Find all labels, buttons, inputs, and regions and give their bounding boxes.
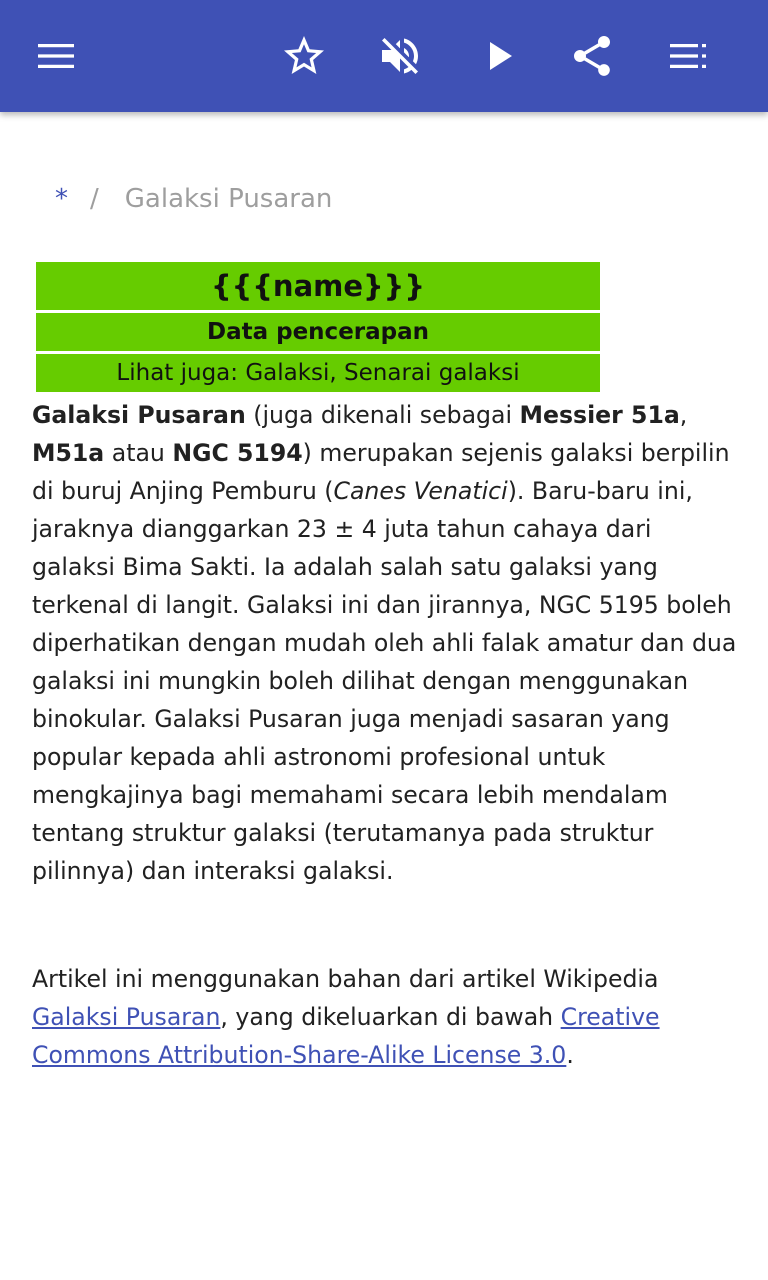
article-subject: Galaksi Pusaran: [32, 401, 246, 429]
article-text: (juga dikenali sebagai: [245, 401, 520, 429]
infobox-name: {{{name}}}: [36, 262, 600, 310]
menu-icon: [32, 32, 80, 80]
app-toolbar: [0, 0, 768, 112]
article-body: [32, 396, 738, 1074]
article-italic-term: Canes Venatici: [333, 477, 508, 505]
article-bold-term: NGC 5194: [172, 439, 303, 467]
infobox-observation-header: Data pencerapan: [36, 313, 600, 351]
breadcrumb-home-link[interactable]: *: [55, 184, 68, 214]
favorite-button[interactable]: [268, 20, 340, 92]
share-icon: [568, 32, 616, 80]
star-outline-icon: [280, 32, 328, 80]
article-paragraph: [32, 396, 738, 890]
attribution-text: .: [566, 1041, 574, 1069]
article-text: ) merupakan sejenis galaksi berpilin di buruj Anjing Pemburu (: [32, 439, 730, 505]
breadcrumb: [55, 180, 332, 218]
playlist-icon: [664, 32, 712, 80]
attribution-paragraph: [32, 960, 738, 1074]
menu-button[interactable]: [20, 20, 92, 92]
breadcrumb-current: Galaksi Pusaran: [124, 184, 333, 214]
infobox: [33, 259, 603, 395]
article-text: ). Baru-baru ini, jaraknya dianggarkan 23 ± 4 juta tahun cahaya dari galaksi Bima Sakti. Ia adalah salah satu galaksi yang terkenal di langit. Galaksi ini dan jirannya, NGC 5195 boleh diperhatikan dengan mudah oleh ahli falak amatur dan dua galaksi ini mungkin boleh dilihat dengan menggunakan binokular. Galaksi Pusaran juga menjadi sasaran yang popular kepada ahli astronomi profesional untuk mengkajinya bagi memahami secara lebih mendalam tentang struktur galaksi (terutamanya pada struktur pilinnya) dan interaksi galaksi.: [32, 477, 737, 885]
article-bold-term: M51a: [32, 439, 105, 467]
article-text: ,: [679, 401, 688, 429]
attribution-text: , yang dikeluarkan di bawah: [220, 1003, 561, 1031]
infobox-see-also: Lihat juga: Galaksi, Senarai galaksi: [36, 354, 600, 392]
attribution-text: Artikel ini menggunakan bahan dari artikel Wikipedia: [32, 965, 659, 993]
mute-button[interactable]: [364, 20, 436, 92]
play-button[interactable]: [462, 20, 534, 92]
article-bold-term: Messier 51a: [519, 401, 680, 429]
breadcrumb-separator: /: [90, 184, 99, 214]
play-icon: [474, 32, 522, 80]
share-button[interactable]: [556, 20, 628, 92]
playlist-button[interactable]: [652, 20, 724, 92]
wikipedia-article-link[interactable]: Galaksi Pusaran: [32, 1003, 221, 1031]
volume-off-icon: [376, 32, 424, 80]
license-link[interactable]: Creative Commons Attribution-Share-Alike License 3.0: [32, 1003, 660, 1069]
article-text: atau: [104, 439, 173, 467]
